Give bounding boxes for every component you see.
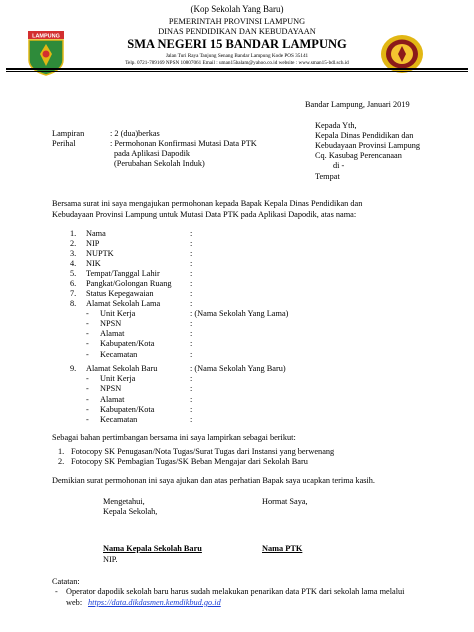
old-school-label: Kabupaten/Kota bbox=[100, 339, 155, 348]
field-value: : bbox=[190, 249, 193, 258]
field-label: Alamat Sekolah Baru bbox=[86, 364, 158, 373]
place-date: Bandar Lampung, Januari 2019 bbox=[305, 100, 410, 109]
dash-marker: - bbox=[86, 374, 89, 383]
field-num: 3. bbox=[70, 249, 77, 258]
dinas-name: DINAS PENDIDIKAN DAN KEBUDAYAAN bbox=[158, 27, 316, 36]
dash-marker: - bbox=[86, 415, 89, 424]
field-value: : (Nama Sekolah Yang Baru) bbox=[190, 364, 286, 373]
old-school-value: : (Nama Sekolah Yang Lama) bbox=[190, 309, 289, 318]
old-school-value: : bbox=[190, 319, 193, 328]
new-school-value: : bbox=[190, 405, 193, 414]
field-num: 6. bbox=[70, 279, 77, 288]
field-value: : bbox=[190, 299, 193, 308]
old-school-value: : bbox=[190, 350, 193, 359]
attachment-item: Fotocopy SK Pembagian Tugas/SK Beban Mengajar dari Sekolah Baru bbox=[71, 457, 308, 466]
sig-right-line1: Hormat Saya, bbox=[262, 497, 308, 506]
school-contact: Telp. 0721-789169 NPSN 10807061 Email : uman15balam@yahoo.co.id website : www.sman15-bdl.sch.id bbox=[125, 60, 349, 66]
new-school-label: Unit Kerja bbox=[100, 374, 136, 383]
field-num: 1. bbox=[70, 229, 77, 238]
sig-left-nip: NIP. bbox=[103, 555, 118, 564]
field-label: NIK bbox=[86, 259, 101, 268]
field-num: 4. bbox=[70, 259, 77, 268]
closing-sentence: Demikian surat permohonan ini saya ajukan dan atas perhatian Bapak saya ucapkan terima kasih. bbox=[52, 476, 376, 485]
dash-marker: - bbox=[86, 395, 89, 404]
field-num: 9. bbox=[70, 364, 77, 373]
perihal-line: (Perubahan Sekolah Induk) bbox=[114, 159, 205, 168]
field-label: NUPTK bbox=[86, 249, 114, 258]
attachment-num: 1. bbox=[58, 447, 65, 456]
intro-line: Kebudayaan Provinsi Lampung untuk Mutasi Data PTK pada Aplikasi Dapodik, atas nama: bbox=[52, 210, 357, 219]
field-num: 5. bbox=[70, 269, 77, 278]
new-school-label: Kecamatan bbox=[100, 415, 138, 424]
school-name: SMA NEGERI 15 BANDAR LAMPUNG bbox=[127, 37, 347, 51]
field-value: : bbox=[190, 259, 193, 268]
recipient-line: Kebudayaan Provinsi Lampung bbox=[315, 141, 421, 150]
old-school-label: NPSN bbox=[100, 319, 122, 328]
gov-name: PEMERINTAH PROVINSI LAMPUNG bbox=[168, 17, 306, 26]
new-school-label: Kabupaten/Kota bbox=[100, 405, 155, 414]
field-num: 2. bbox=[70, 239, 77, 248]
field-label: Nama bbox=[86, 229, 106, 238]
logo-lampung-text: LAMPUNG bbox=[32, 33, 60, 40]
dash-marker: - bbox=[86, 405, 89, 414]
dash-marker: - bbox=[86, 319, 89, 328]
new-school-value: : bbox=[190, 415, 193, 424]
perihal-label: Perihal bbox=[52, 139, 76, 148]
new-school-label: Alamat bbox=[100, 395, 125, 404]
catatan-bullet: - bbox=[55, 587, 58, 596]
old-school-value: : bbox=[190, 329, 193, 338]
header-divider-thick bbox=[6, 68, 468, 70]
recipient-line: Kepada Yth, bbox=[315, 121, 357, 130]
header-divider-thin bbox=[6, 71, 468, 72]
school-address: Jalan Turi Raya Tanjung Senang Bandar Lampung Kode POS 35141 bbox=[165, 53, 309, 59]
old-school-label: Alamat bbox=[100, 329, 125, 338]
dash-marker: - bbox=[86, 329, 89, 338]
new-school-value: : bbox=[190, 395, 193, 404]
catatan-line: Operator dapodik sekolah baru harus sudah melakukan penarikan data PTK dari sekolah lama melalui bbox=[66, 587, 405, 596]
intro-line: Bersama surat ini saya mengajukan permohonan kepada Bapak Kepala Dinas Pendidikan dan bbox=[52, 199, 363, 208]
field-label: Alamat Sekolah Lama bbox=[86, 299, 161, 308]
lampiran-label: Lampiran bbox=[52, 129, 85, 138]
sig-right-name: Nama PTK bbox=[262, 544, 303, 553]
dash-marker: - bbox=[86, 339, 89, 348]
field-num: 7. bbox=[70, 289, 77, 298]
kop-placeholder: (Kop Sekolah Yang Baru) bbox=[190, 4, 284, 14]
recipient-line: di - bbox=[333, 161, 345, 170]
recipient-line: Kepala Dinas Pendidikan dan bbox=[315, 131, 414, 140]
catatan-web-label: web: bbox=[66, 598, 83, 607]
dash-marker: - bbox=[86, 350, 89, 359]
field-label: Pangkat/Golongan Ruang bbox=[86, 279, 172, 288]
field-value: : bbox=[190, 269, 193, 278]
field-value: : bbox=[190, 229, 193, 238]
sig-left-name: Nama Kepala Sekolah Baru bbox=[103, 544, 202, 553]
catatan-label: Catatan: bbox=[52, 577, 80, 586]
field-num: 8. bbox=[70, 299, 77, 308]
attachment-num: 2. bbox=[58, 457, 65, 466]
attach-intro: Sebagai bahan pertimbangan bersama ini saya lampirkan sebagai berikut: bbox=[52, 433, 296, 442]
old-school-value: : bbox=[190, 339, 193, 348]
attachment-item: Fotocopy SK Penugasan/Nota Tugas/Surat Tugas dari Instansi yang berwenang bbox=[71, 447, 335, 456]
sig-left-line1: Mengetahui, bbox=[103, 497, 145, 506]
new-school-label: NPSN bbox=[100, 384, 122, 393]
dash-marker: - bbox=[86, 309, 89, 318]
new-school-value: : bbox=[190, 374, 193, 383]
recipient-line: Tempat bbox=[315, 172, 340, 181]
old-school-label: Unit Kerja bbox=[100, 309, 136, 318]
perihal-line: : Permohonan Konfirmasi Mutasi Data PTK bbox=[110, 139, 257, 148]
perihal-line: pada Aplikasi Dapodik bbox=[114, 149, 191, 158]
new-school-value: : bbox=[190, 384, 193, 393]
lampiran-value: : 2 (dua)berkas bbox=[110, 129, 160, 138]
field-value: : bbox=[190, 279, 193, 288]
sig-left-line2: Kepala Sekolah, bbox=[103, 507, 158, 516]
field-label: Status Kepegawaian bbox=[86, 289, 154, 298]
catatan-link[interactable]: https://data.dikdasmen.kemdikbud.go.id bbox=[88, 598, 221, 607]
old-school-label: Kecamatan bbox=[100, 350, 138, 359]
field-value: : bbox=[190, 239, 193, 248]
dash-marker: - bbox=[86, 384, 89, 393]
field-label: Tempat/Tanggal Lahir bbox=[86, 269, 160, 278]
field-value: : bbox=[190, 289, 193, 298]
field-label: NIP bbox=[86, 239, 100, 248]
recipient-line: Cq. Kasubag Perencanaan bbox=[315, 151, 402, 160]
